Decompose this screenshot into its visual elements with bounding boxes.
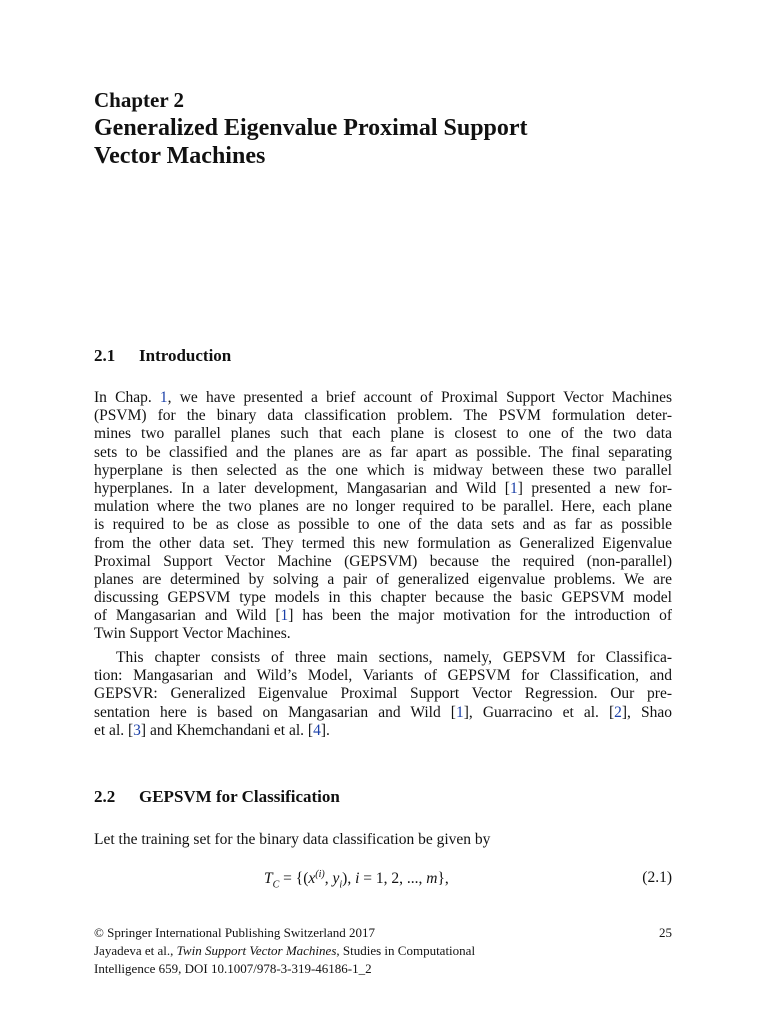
text-line: of Mangasarian and Wild [1] has been the major motivation for the introduction of — [94, 607, 672, 625]
citation-link[interactable]: 1 — [455, 703, 464, 721]
text-line: Twin Support Vector Machines. — [94, 625, 291, 643]
text-line: hyperplanes. In a later development, Mangasarian and Wild [1] presented a new for- — [94, 479, 672, 497]
chapter-title-line-2: Vector Machines — [94, 143, 266, 169]
citation-link[interactable]: 1 — [509, 479, 518, 497]
page-number: 25 — [659, 925, 672, 940]
section-number: 2.2 — [94, 787, 116, 806]
section-title: Introduction — [139, 346, 232, 365]
text-line: planes are determined by solving a pair of generalized eigenvalue problems. We are — [94, 570, 672, 588]
citation-line: Jayadeva et al., Twin Support Vector Machines, Studies in Computational — [94, 943, 476, 959]
section-heading-introduction — [94, 346, 231, 366]
equation-number: (2.1) — [642, 869, 672, 886]
text-line: mines two parallel planes such that each plane is closest to one of the two data — [94, 425, 672, 443]
text-line: mulation where the two planes are no longer required to be parallel. Here, each plane — [94, 498, 672, 516]
chapter-label: Chapter 2 — [94, 88, 185, 112]
paragraph-training-set — [94, 831, 672, 849]
page-footer — [94, 924, 672, 979]
text-line: This chapter consists of three main sections, namely, GEPSVM for Classifica- — [116, 649, 672, 666]
section-number: 2.1 — [94, 346, 116, 365]
equation-2-1 — [94, 869, 672, 889]
text-line: et al. [3] and Khemchandani et al. [4]. — [94, 721, 330, 739]
text-line: (PSVM) for the binary data classification problem. The PSVM formulation deter- — [94, 407, 672, 425]
equation-body: $T_C = \{(x^{(i)}$, $y_i$), i = 1, 2, ..., m}, — [264, 869, 449, 891]
citation-link[interactable]: 3 — [133, 721, 141, 739]
chapter-title — [94, 114, 654, 170]
citation-doi-line: Intelligence 659, DOI 10.1007/978-3-319-46186-1_2 — [94, 961, 372, 977]
copyright-notice: © Springer International Publishing Switzerland 2017 — [94, 925, 376, 940]
text-line: is required to be as close as possible to one of the data sets and as far as possible — [94, 516, 672, 534]
section-heading-gepsvm-classification — [94, 787, 340, 807]
text-line: In Chap. 1, we have presented a brief account of Proximal Support Vector Machines — [94, 389, 672, 406]
text-line: GEPSVR: Generalized Eigenvalue Proximal Support Vector Regression. Our pre- — [94, 685, 672, 703]
text-line: Proximal Support Vector Machine (GEPSVM) because the required (non-parallel) — [94, 552, 672, 570]
citation-link[interactable]: 1 — [280, 607, 289, 625]
text-line: from the other data set. They termed this new formulation as Generalized Eigenvalue — [94, 534, 672, 552]
text-line: discussing GEPSVM type models in this chapter because the basic GEPSVM model — [94, 589, 672, 607]
citation-link[interactable]: 4 — [313, 721, 321, 739]
section-title: GEPSVM for Classification — [139, 787, 340, 806]
paragraph-introduction — [94, 389, 672, 644]
text-line: Let the training set for the binary data classification be given by — [94, 831, 491, 848]
text-line: sentation here is based on Mangasarian and Wild [1], Guarracino et al. [2], Shao — [94, 703, 672, 721]
text-line: sets to be classified and the planes are as far apart as possible. The final separating — [94, 443, 672, 461]
citation-link[interactable]: 2 — [614, 703, 622, 721]
book-page — [94, 0, 674, 1024]
paragraph-chapter-overview — [94, 649, 672, 740]
text-line: tion: Mangasarian and Wild’s Model, Variants of GEPSVM for Classification, and — [94, 667, 672, 685]
text-line: hyperplane is then selected as the one which is midway between these two parallel — [94, 461, 672, 479]
chapter-reference-link[interactable]: 1 — [159, 389, 168, 406]
chapter-title-line-1: Generalized Eigenvalue Proximal Support — [94, 115, 528, 141]
